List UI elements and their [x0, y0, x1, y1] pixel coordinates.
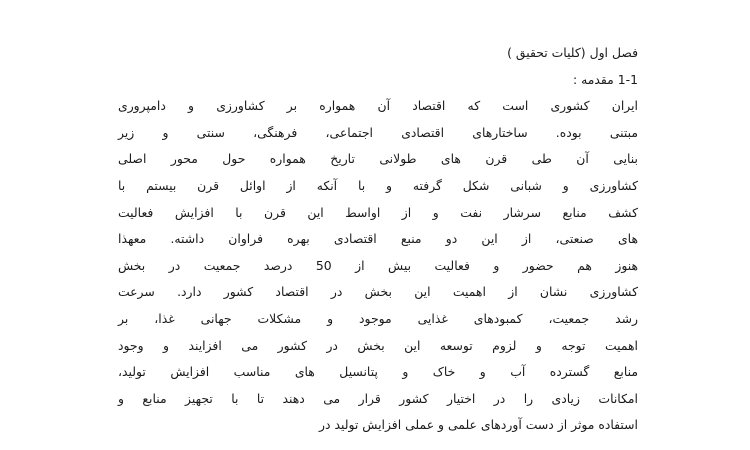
paragraph-line: مبتنی بوده. ساختارهای اقتصادی اجتماعی، فرهنگی، سنتی و زیر [118, 124, 638, 140]
paragraph-line: ایران کشوری است که اقتصاد آن همواره بر کشاورزی و دامپروری [118, 98, 638, 114]
paragraph-line: امکانات زیادی را در اختیار کشور قرار می دهند تا با تجهیز منابع و [118, 390, 638, 406]
paragraph-line: کشاورزی و شبانی شکل گرفته و با آنکه از اوائل قرن بیستم با [118, 177, 638, 193]
paragraph-line: استفاده موثر از دست آوردهای علمی و عملی افزایش تولید در [319, 417, 638, 433]
paragraph-line: کشف منابع سرشار نفت و از اواسط این قرن با افزایش فعالیت [118, 204, 638, 220]
paragraph-line: هنوز هم حضور و فعالیت بیش از 50 درصد جمعیت در بخش [118, 257, 638, 273]
paragraph-line: رشد جمعیت، کمبودهای غذایی موجود و مشکلات جهانی غذا، بر [118, 310, 638, 326]
paragraph-line: اهمیت توجه و لزوم توسعه این بخش در کشور می افزایند و وجود [118, 337, 638, 353]
section-heading: 1-1 مقدمه : [573, 71, 638, 87]
paragraph-line: های صنعتی، از این دو منبع اقتصادی بهره فراوان داشته. معهذا [118, 231, 638, 247]
paragraph-line: منابع گسترده آب و خاک و پتانسیل های مناسب افزایش تولید، [118, 364, 638, 380]
text-block [118, 40, 638, 439]
chapter-heading: فصل اول (کلیات تحقیق ) [507, 45, 638, 60]
paragraph-line: بنایی آن طی قرن های طولانی تاریخ همواره حول محور اصلی [118, 151, 638, 167]
paragraph-line: کشاورزی نشان از اهمیت این بخش در اقتصاد کشور دارد. سرعت [118, 284, 638, 300]
